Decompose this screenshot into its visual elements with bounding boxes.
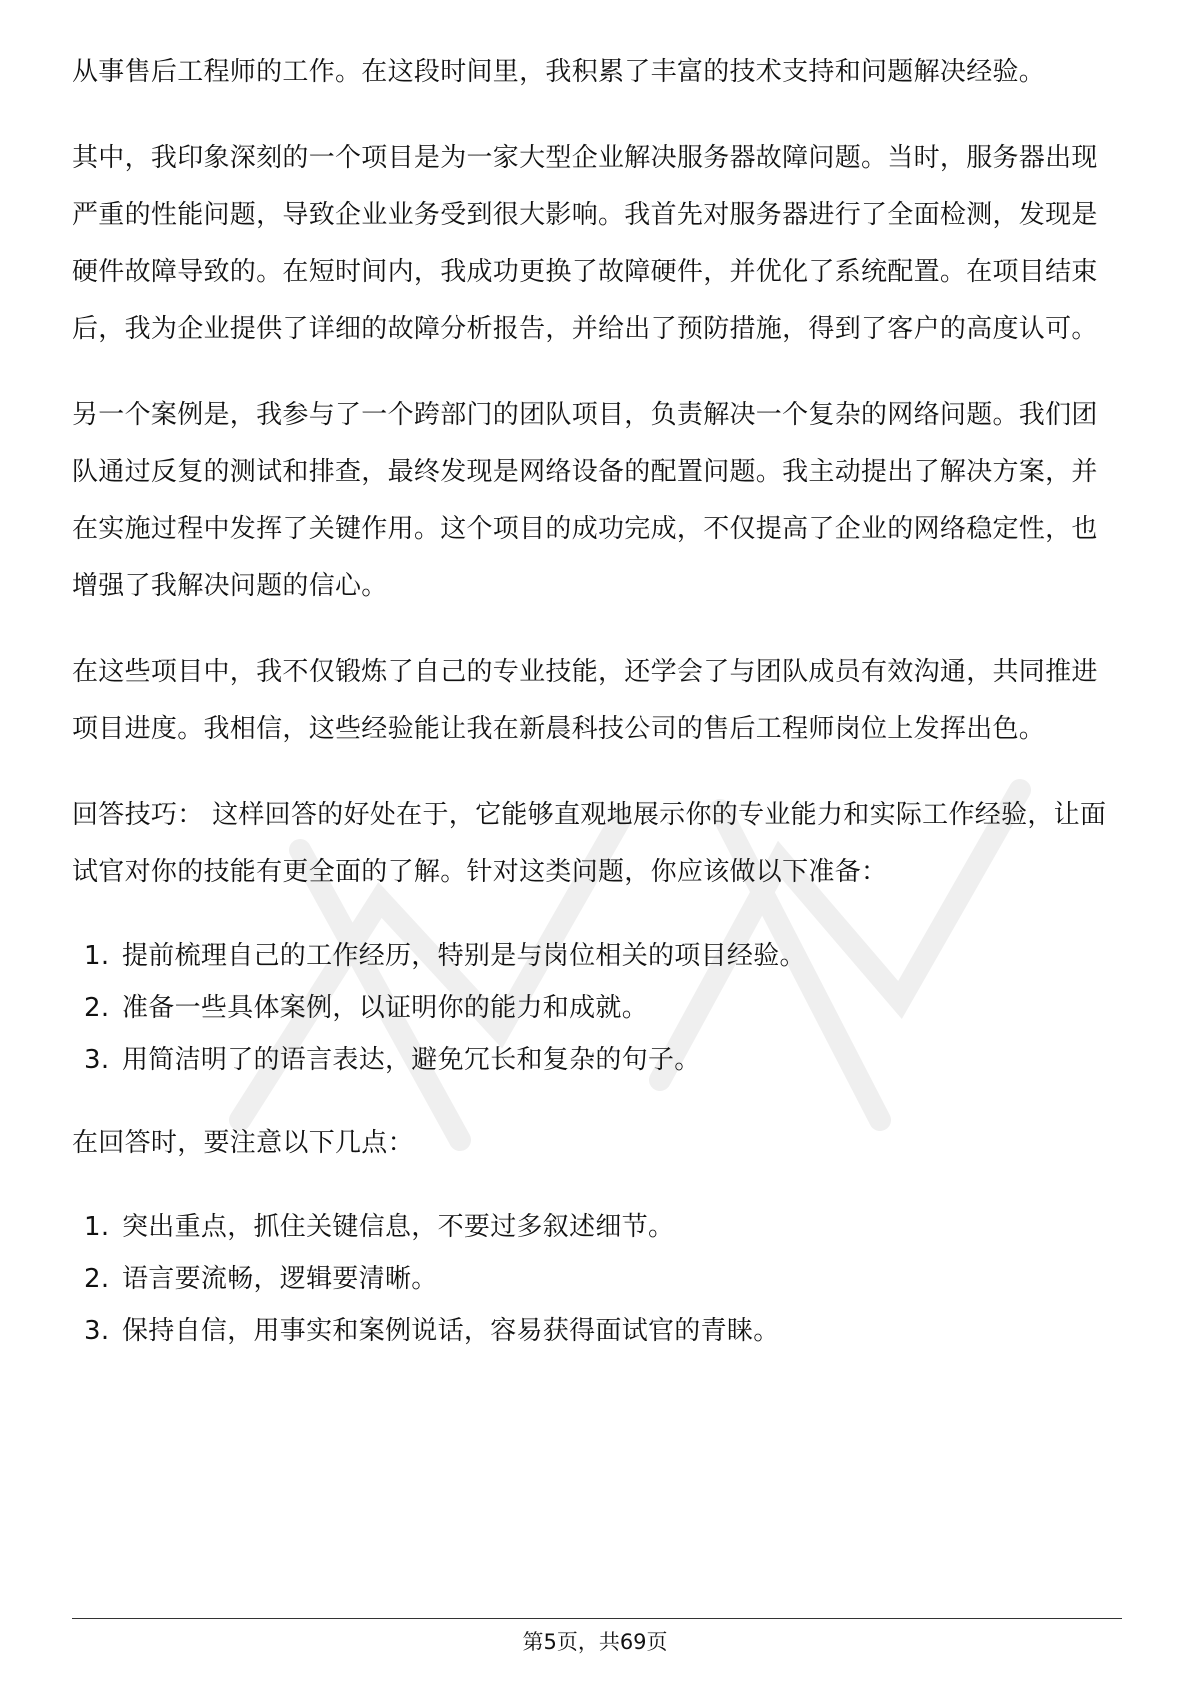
list-item	[72, 930, 1122, 982]
paragraph-intro: 从事售后工程师的工作。在这段时间里，我积累了丰富的技术支持和问题解决经验。	[72, 57, 1046, 87]
list-text: 用简洁明了的语言表达，避免冗长和复杂的句子。	[122, 1045, 701, 1075]
list-number: 2.	[84, 1264, 110, 1294]
paragraph-summary: 在这些项目中，我不仅锻炼了自己的专业技能，还学会了与团队成员有效沟通，共同推进项目进度。我相信，这些经验能让我在新晨科技公司的售后工程师岗位上发挥出色。	[72, 657, 1098, 744]
paragraph-server-case: 其中，我印象深刻的一个项目是为一家大型企业解决服务器故障问题。当时，服务器出现严重的性能问题，导致企业业务受到很大影响。我首先对服务器进行了全面检测，发现是硬件故障导致的。在短时间内，我成功更换了故障硬件，并优化了系统配置。在项目结束后，我为企业提供了详细的故障分析报告，并给出了预防措施，得到了客户的高度认可。	[72, 143, 1098, 344]
list-text: 保持自信，用事实和案例说话，容易获得面试官的青睐。	[122, 1316, 780, 1346]
list-text: 提前梳理自己的工作经历，特别是与岗位相关的项目经验。	[122, 941, 806, 971]
list-item	[72, 1305, 1122, 1357]
paragraph-answer-tips: 回答技巧： 这样回答的好处在于，它能够直观地展示你的专业能力和实际工作经验，让面试官对你的技能有更全面的了解。针对这类问题，你应该做以下准备：	[72, 800, 1107, 887]
notes-list	[72, 1201, 1122, 1357]
list-text: 语言要流畅，逻辑要清晰。	[122, 1264, 438, 1294]
page-number: 第5页，共69页	[522, 1630, 668, 1654]
list-text: 突出重点，抓住关键信息，不要过多叙述细节。	[122, 1212, 675, 1242]
prep-list	[72, 930, 1122, 1086]
notes-heading: 在回答时，要注意以下几点：	[72, 1128, 414, 1158]
list-item	[72, 1201, 1122, 1253]
list-number: 3.	[84, 1316, 110, 1346]
list-text: 准备一些具体案例，以证明你的能力和成就。	[122, 993, 649, 1023]
list-number: 1.	[84, 941, 110, 971]
list-item	[72, 1034, 1122, 1086]
paragraph-network-case: 另一个案例是，我参与了一个跨部门的团队项目，负责解决一个复杂的网络问题。我们团队通过反复的测试和排查，最终发现是网络设备的配置问题。我主动提出了解决方案，并在实施过程中发挥了关键作用。这个项目的成功完成，不仅提高了企业的网络稳定性，也增强了我解决问题的信心。	[72, 400, 1098, 601]
list-item	[72, 982, 1122, 1034]
footer-divider	[72, 1618, 1122, 1619]
main-content	[72, 44, 1122, 1386]
list-number: 1.	[84, 1212, 110, 1242]
list-number: 2.	[84, 993, 110, 1023]
list-item	[72, 1253, 1122, 1305]
list-number: 3.	[84, 1045, 110, 1075]
